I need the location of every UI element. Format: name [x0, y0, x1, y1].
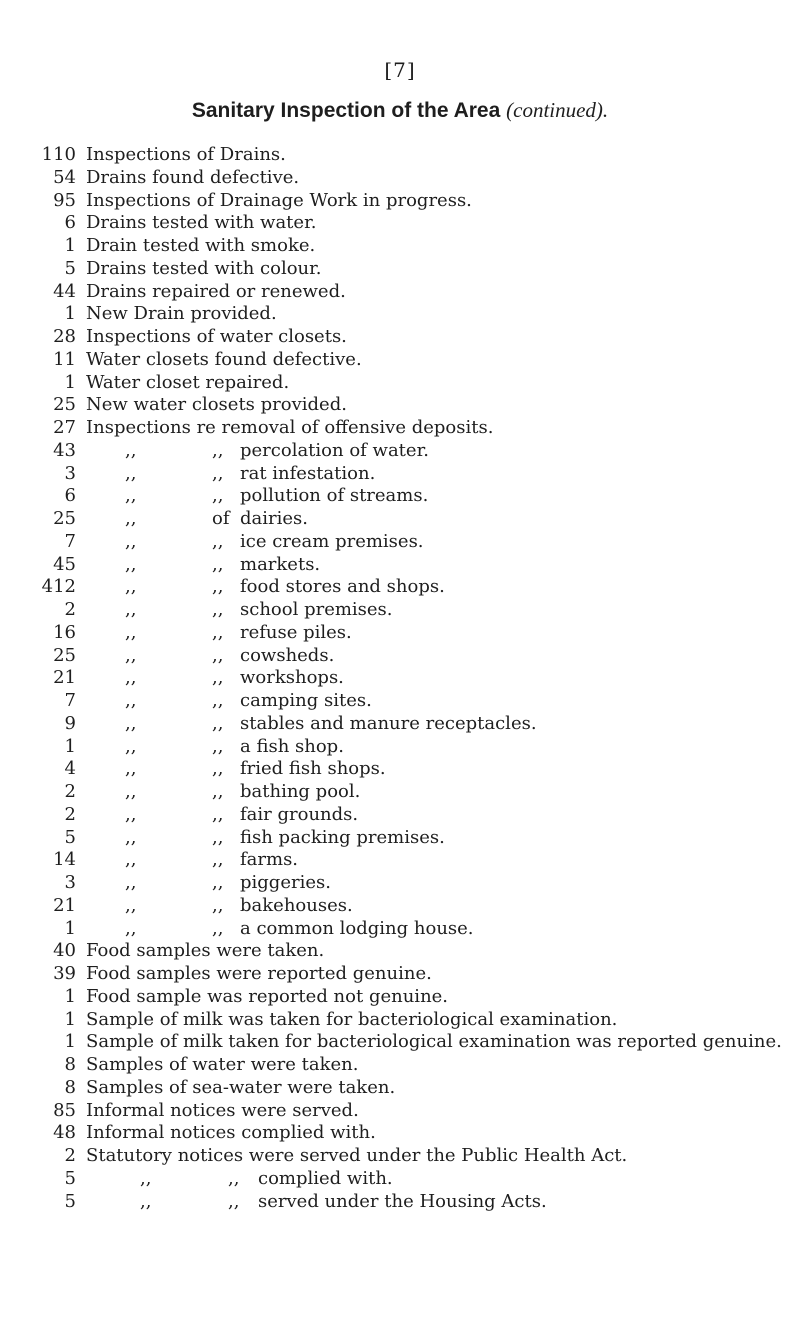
ditto-mark: ,, [140, 1167, 152, 1189]
item-count: 25 [53, 394, 76, 416]
item-text: Food samples were taken. [86, 940, 325, 962]
item-text: refuse piles. [240, 621, 352, 643]
list-item [0, 417, 800, 440]
ditto-mark: ,, [125, 803, 137, 825]
list-item [0, 872, 800, 895]
item-count: 1 [64, 303, 76, 325]
list-item [0, 963, 800, 986]
list-item [0, 554, 800, 577]
list-item [0, 440, 800, 463]
item-count: 1 [64, 1008, 76, 1030]
list-item [0, 1145, 800, 1168]
item-count: 21 [53, 894, 76, 916]
item-text: Water closets found defective. [86, 348, 362, 370]
item-count: 48 [53, 1122, 76, 1144]
ditto-mark: ,, [212, 553, 224, 575]
item-text: Sample of milk taken for bacteriological examination was reported genuine. [86, 1031, 782, 1053]
item-count: 44 [53, 280, 76, 302]
item-count: 1 [64, 985, 76, 1007]
list-item [0, 599, 800, 622]
list-item [0, 986, 800, 1009]
list-item [0, 167, 800, 190]
item-text: bathing pool. [240, 781, 361, 802]
list-item [0, 1168, 800, 1191]
ditto-mark: ,, [125, 735, 137, 757]
item-text: farms. [240, 849, 299, 871]
item-count: 9 [64, 712, 76, 734]
list-item [0, 144, 800, 167]
item-text: fish packing premises. [240, 826, 445, 848]
item-text: fair grounds. [240, 803, 359, 825]
ditto-mark: ,, [125, 849, 137, 871]
list-item [0, 1191, 800, 1214]
title-text: Sanitary Inspection of the Area [191, 99, 501, 122]
ditto-mark: ,, [212, 621, 224, 643]
item-text: bakehouses. [240, 894, 353, 916]
item-text: New water closets provided. [86, 394, 347, 416]
item-text: Informal notices complied with. [86, 1122, 376, 1144]
ditto-mark: ,, [125, 826, 137, 848]
page-title [0, 98, 800, 123]
list-item [0, 713, 800, 736]
ditto-mark: ,, [212, 712, 224, 734]
item-count: 412 [41, 576, 76, 598]
item-text: camping sites. [240, 690, 372, 711]
list-item [0, 1009, 800, 1032]
item-text: Inspections of Drainage Work in progress. [86, 189, 472, 211]
item-text: Informal notices were served. [86, 1099, 359, 1121]
item-text: Inspections re removal of offensive deposits. [86, 417, 494, 438]
list-item [0, 372, 800, 395]
ditto-mark: ,, [125, 599, 137, 620]
item-text: Drain tested with smoke. [86, 235, 316, 256]
item-text: Water closet repaired. [86, 371, 290, 393]
item-text: stables and manure receptacles. [240, 712, 537, 734]
item-text: Food samples were reported genuine. [86, 963, 432, 984]
ditto-mark: ,, [212, 439, 224, 461]
ditto-mark: ,, [212, 849, 224, 871]
item-count: 40 [53, 940, 76, 962]
item-count: 85 [53, 1099, 76, 1121]
ditto-mark: ,, [212, 872, 224, 893]
item-count: 6 [64, 212, 76, 234]
item-text: served under the Housing Acts. [258, 1190, 547, 1212]
list-item [0, 1031, 800, 1054]
item-text: markets. [240, 553, 321, 575]
item-text: Samples of water were taken. [86, 1054, 359, 1075]
item-count: 25 [53, 508, 76, 529]
item-text: school premises. [240, 599, 393, 620]
ditto-mark: ,, [228, 1190, 240, 1212]
ditto-mark: ,, [212, 462, 224, 484]
ditto-mark: ,, [228, 1167, 240, 1189]
item-text: rat infestation. [240, 462, 376, 484]
ditto-mark: ,, [125, 712, 137, 734]
ditto-mark: ,, [125, 667, 137, 689]
item-count: 54 [53, 166, 76, 188]
item-count: 8 [64, 1054, 76, 1075]
ditto-mark: ,, [212, 576, 224, 598]
list-item [0, 531, 800, 554]
item-count: 4 [64, 758, 76, 780]
item-count: 11 [53, 348, 76, 370]
ditto-mark: ,, [125, 553, 137, 575]
ditto-mark: ,, [125, 621, 137, 643]
item-count: 27 [53, 417, 76, 438]
ditto-mark: ,, [125, 758, 137, 780]
ditto-mark: ,, [140, 1190, 152, 1212]
ditto-mark: ,, [212, 599, 224, 620]
list-item [0, 235, 800, 258]
item-text: workshops. [240, 667, 344, 689]
ditto-mark: ,, [212, 758, 224, 780]
item-text: New Drain provided. [86, 303, 277, 325]
ditto-mark: ,, [125, 894, 137, 916]
list-item [0, 485, 800, 508]
item-count: 5 [64, 1167, 76, 1189]
ditto-mark: ,, [125, 485, 137, 507]
item-text: Statutory notices were served under the Public Health Act. [86, 1145, 628, 1166]
item-count: 3 [64, 462, 76, 484]
item-text: Drains found defective. [86, 166, 300, 188]
list-item [0, 576, 800, 599]
item-count: 3 [64, 872, 76, 893]
item-text: food stores and shops. [240, 576, 445, 598]
item-text: cowsheds. [240, 644, 335, 666]
item-text: dairies. [240, 508, 308, 529]
ditto-word: of [212, 508, 230, 529]
item-count: 21 [53, 667, 76, 689]
continued-label: (continued). [506, 98, 609, 122]
item-text: pollution of streams. [240, 485, 429, 507]
ditto-mark: ,, [125, 508, 137, 529]
item-count: 110 [41, 144, 76, 165]
item-text: ice cream premises. [240, 530, 424, 552]
list-item [0, 736, 800, 759]
list-item [0, 918, 800, 941]
ditto-mark: ,, [125, 439, 137, 461]
ditto-mark: ,, [212, 826, 224, 848]
ditto-mark: ,, [125, 917, 137, 939]
item-count: 45 [53, 553, 76, 575]
item-text: fried fish shops. [240, 758, 386, 780]
item-count: 25 [53, 644, 76, 666]
item-text: piggeries. [240, 872, 331, 893]
item-text: Drains repaired or renewed. [86, 280, 346, 302]
item-count: 1 [64, 235, 76, 256]
ditto-mark: ,, [125, 690, 137, 711]
item-count: 2 [64, 1145, 76, 1166]
list-item [0, 849, 800, 872]
item-count: 16 [53, 621, 76, 643]
ditto-mark: ,, [212, 690, 224, 711]
item-count: 7 [64, 530, 76, 552]
item-count: 1 [64, 735, 76, 757]
list-item [0, 804, 800, 827]
ditto-mark: ,, [125, 781, 137, 802]
list-item [0, 622, 800, 645]
item-text: Drains tested with colour. [86, 257, 322, 279]
list-item [0, 781, 800, 804]
list-item [0, 1122, 800, 1145]
ditto-mark: ,, [212, 667, 224, 689]
ditto-mark: ,, [125, 462, 137, 484]
ditto-mark: ,, [212, 735, 224, 757]
list-item [0, 326, 800, 349]
item-count: 43 [53, 439, 76, 461]
ditto-mark: ,, [212, 644, 224, 666]
item-count: 39 [53, 963, 76, 984]
item-count: 5 [64, 826, 76, 848]
inspection-list [0, 144, 800, 1213]
list-item [0, 258, 800, 281]
item-count: 7 [64, 690, 76, 711]
list-item [0, 1077, 800, 1100]
item-count: 95 [53, 189, 76, 211]
item-count: 2 [64, 803, 76, 825]
list-item [0, 940, 800, 963]
ditto-mark: ,, [125, 872, 137, 893]
ditto-mark: ,, [125, 530, 137, 552]
list-item [0, 895, 800, 918]
item-text: a common lodging house. [240, 917, 474, 939]
item-count: 14 [53, 849, 76, 871]
item-text: Food sample was reported not genuine. [86, 985, 449, 1007]
ditto-mark: ,, [212, 485, 224, 507]
list-item [0, 394, 800, 417]
item-count: 5 [64, 257, 76, 279]
list-item [0, 212, 800, 235]
list-item [0, 758, 800, 781]
page-number: [7] [384, 58, 416, 82]
item-count: 28 [53, 326, 76, 347]
list-item [0, 349, 800, 372]
item-count: 2 [64, 599, 76, 620]
item-text: Sample of milk was taken for bacteriological examination. [86, 1008, 618, 1030]
item-count: 8 [64, 1076, 76, 1098]
item-count: 6 [64, 485, 76, 507]
item-text: Samples of sea-water were taken. [86, 1076, 396, 1098]
item-text: complied with. [258, 1167, 393, 1189]
list-item [0, 303, 800, 326]
list-item [0, 690, 800, 713]
ditto-mark: ,, [125, 576, 137, 598]
item-text: Inspections of Drains. [86, 144, 286, 165]
ditto-mark: ,, [212, 803, 224, 825]
list-item [0, 281, 800, 304]
item-count: 2 [64, 781, 76, 802]
item-count: 1 [64, 917, 76, 939]
item-count: 1 [64, 371, 76, 393]
item-text: percolation of water. [240, 439, 429, 461]
item-text: a fish shop. [240, 735, 344, 757]
list-item [0, 827, 800, 850]
list-item [0, 645, 800, 668]
list-item [0, 667, 800, 690]
ditto-mark: ,, [212, 781, 224, 802]
item-count: 5 [64, 1190, 76, 1212]
ditto-mark: ,, [212, 530, 224, 552]
list-item [0, 508, 800, 531]
item-text: Drains tested with water. [86, 212, 317, 234]
item-text: Inspections of water closets. [86, 326, 347, 347]
list-item [0, 1100, 800, 1123]
list-item [0, 1054, 800, 1077]
list-item [0, 463, 800, 486]
item-count: 1 [64, 1031, 76, 1053]
ditto-mark: ,, [212, 917, 224, 939]
list-item [0, 190, 800, 213]
ditto-mark: ,, [125, 644, 137, 666]
ditto-mark: ,, [212, 894, 224, 916]
